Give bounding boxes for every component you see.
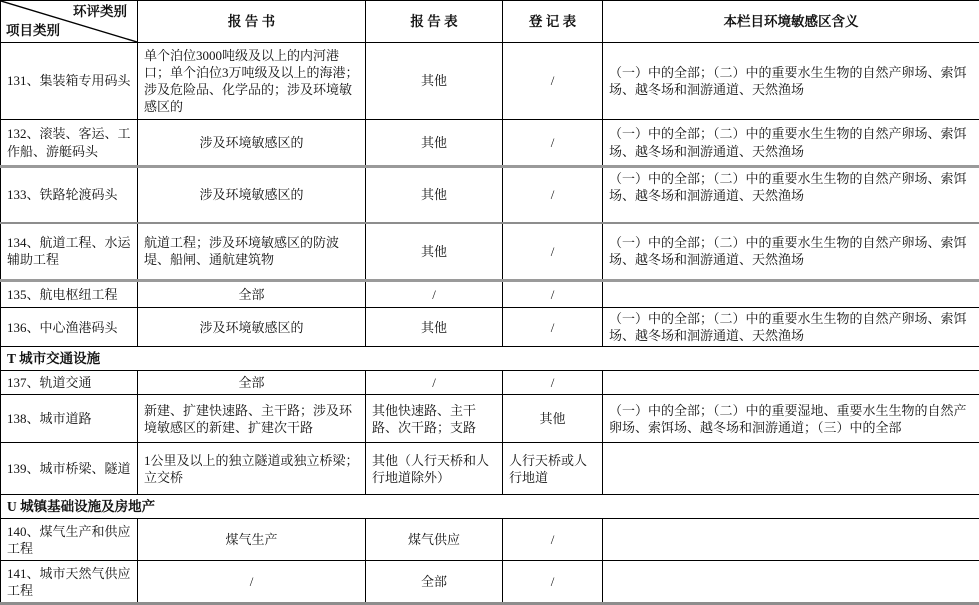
registration-form-cell: / — [503, 371, 603, 395]
report-form-cell: 其他快速路、主干路、次干路；支路 — [366, 395, 503, 443]
project-category-cell: 136、中心渔港码头 — [1, 308, 138, 347]
project-category-cell: 135、航电枢纽工程 — [1, 281, 138, 308]
project-category-cell: 133、铁路轮渡码头 — [1, 167, 138, 223]
table-row-135 — [1, 281, 979, 308]
sensitive-meaning-cell: （一）中的全部；（二）中的重要水生生物的自然产卵场、索饵场、越冬场和洄游通道、天然渔场 — [603, 167, 979, 223]
registration-form-cell: / — [503, 43, 603, 120]
report-book-cell: 全部 — [138, 371, 366, 395]
registration-form-cell: / — [503, 281, 603, 308]
section-row-T — [1, 347, 979, 371]
table-row-134 — [1, 223, 979, 281]
sensitive-meaning-cell — [603, 443, 979, 495]
table-row-138 — [1, 395, 979, 443]
sensitive-meaning-cell — [603, 281, 979, 308]
report-form-cell: 其他 — [366, 308, 503, 347]
report-book-cell: / — [138, 561, 366, 604]
header-row — [1, 1, 979, 43]
report-form-cell: / — [366, 371, 503, 395]
report-form-cell: 其他 — [366, 167, 503, 223]
report-book-cell: 涉及环境敏感区的 — [138, 167, 366, 223]
project-category-cell: 140、煤气生产和供应工程 — [1, 519, 138, 561]
header-report-book: 报 告 书 — [138, 1, 366, 43]
report-form-cell: 全部 — [366, 561, 503, 604]
report-book-cell: 全部 — [138, 281, 366, 308]
section-row-U — [1, 495, 979, 519]
report-book-cell: 涉及环境敏感区的 — [138, 120, 366, 167]
registration-form-cell: / — [503, 120, 603, 167]
sensitive-meaning-cell — [603, 371, 979, 395]
registration-form-cell: 其他 — [503, 395, 603, 443]
sensitive-meaning-cell — [603, 519, 979, 561]
sensitive-meaning-cell: （一）中的全部；（二）中的重要水生生物的自然产卵场、索饵场、越冬场和洄游通道、天然渔场 — [603, 43, 979, 120]
table-row-137 — [1, 371, 979, 395]
header-report-form: 报 告 表 — [366, 1, 503, 43]
report-form-cell: 煤气供应 — [366, 519, 503, 561]
registration-form-cell: / — [503, 223, 603, 281]
table-row-133 — [1, 167, 979, 223]
sensitive-meaning-cell: （一）中的全部；（二）中的重要水生生物的自然产卵场、索饵场、越冬场和洄游通道、天然渔场 — [603, 223, 979, 281]
header-eia-category: 环评类别 — [73, 4, 127, 19]
project-category-cell: 131、集装箱专用码头 — [1, 43, 138, 120]
report-book-cell: 1公里及以上的独立隧道或独立桥梁；立交桥 — [138, 443, 366, 495]
registration-form-cell: / — [503, 308, 603, 347]
report-form-cell: / — [366, 281, 503, 308]
report-form-cell: 其他 — [366, 43, 503, 120]
report-form-cell: 其他（人行天桥和人行地道除外） — [366, 443, 503, 495]
table-row-132 — [1, 120, 979, 167]
section-label: U 城镇基础设施及房地产 — [1, 495, 979, 519]
project-category-cell: 132、滚装、客运、工作船、游艇码头 — [1, 120, 138, 167]
project-category-cell: 134、航道工程、水运辅助工程 — [1, 223, 138, 281]
project-category-cell: 139、城市桥梁、隧道 — [1, 443, 138, 495]
registration-form-cell: 人行天桥或人行地道 — [503, 443, 603, 495]
report-form-cell: 其他 — [366, 223, 503, 281]
header-sensitive-meaning: 本栏目环境敏感区含义 — [603, 1, 979, 43]
table-row-131 — [1, 43, 979, 120]
report-book-cell: 煤气生产 — [138, 519, 366, 561]
sensitive-meaning-cell: （一）中的全部；（二）中的重要水生生物的自然产卵场、索饵场、越冬场和洄游通道、天然渔场 — [603, 308, 979, 347]
project-category-cell: 138、城市道路 — [1, 395, 138, 443]
table-row-141 — [1, 561, 979, 604]
header-project-category: 项目类别 — [6, 23, 60, 39]
report-book-cell: 涉及环境敏感区的 — [138, 308, 366, 347]
report-book-cell: 单个泊位3000吨级及以上的内河港口；单个泊位3万吨级及以上的海港；涉及危险品、化学品的；涉及环境敏感区的 — [138, 43, 366, 120]
section-label: T 城市交通设施 — [1, 347, 979, 371]
project-category-cell: 137、轨道交通 — [1, 371, 138, 395]
diagonal-header-cell — [1, 1, 138, 43]
project-category-cell: 141、城市天然气供应工程 — [1, 561, 138, 604]
table-row-139 — [1, 443, 979, 495]
report-book-cell: 新建、扩建快速路、主干路；涉及环境敏感区的新建、扩建次干路 — [138, 395, 366, 443]
report-form-cell: 其他 — [366, 120, 503, 167]
registration-form-cell: / — [503, 167, 603, 223]
table-row-136 — [1, 308, 979, 347]
sensitive-meaning-cell — [603, 561, 979, 604]
registration-form-cell: / — [503, 561, 603, 604]
sensitive-meaning-cell: （一）中的全部；（二）中的重要水生生物的自然产卵场、索饵场、越冬场和洄游通道、天然渔场 — [603, 120, 979, 167]
registration-form-cell: / — [503, 519, 603, 561]
header-registration-form: 登 记 表 — [503, 1, 603, 43]
report-book-cell: 航道工程；涉及环境敏感区的防波堤、船闸、通航建筑物 — [138, 223, 366, 281]
sensitive-meaning-cell: （一）中的全部；（二）中的重要湿地、重要水生生物的自然产卵场、索饵场、越冬场和洄游通道；（三）中的全部 — [603, 395, 979, 443]
table-row-140 — [1, 519, 979, 561]
